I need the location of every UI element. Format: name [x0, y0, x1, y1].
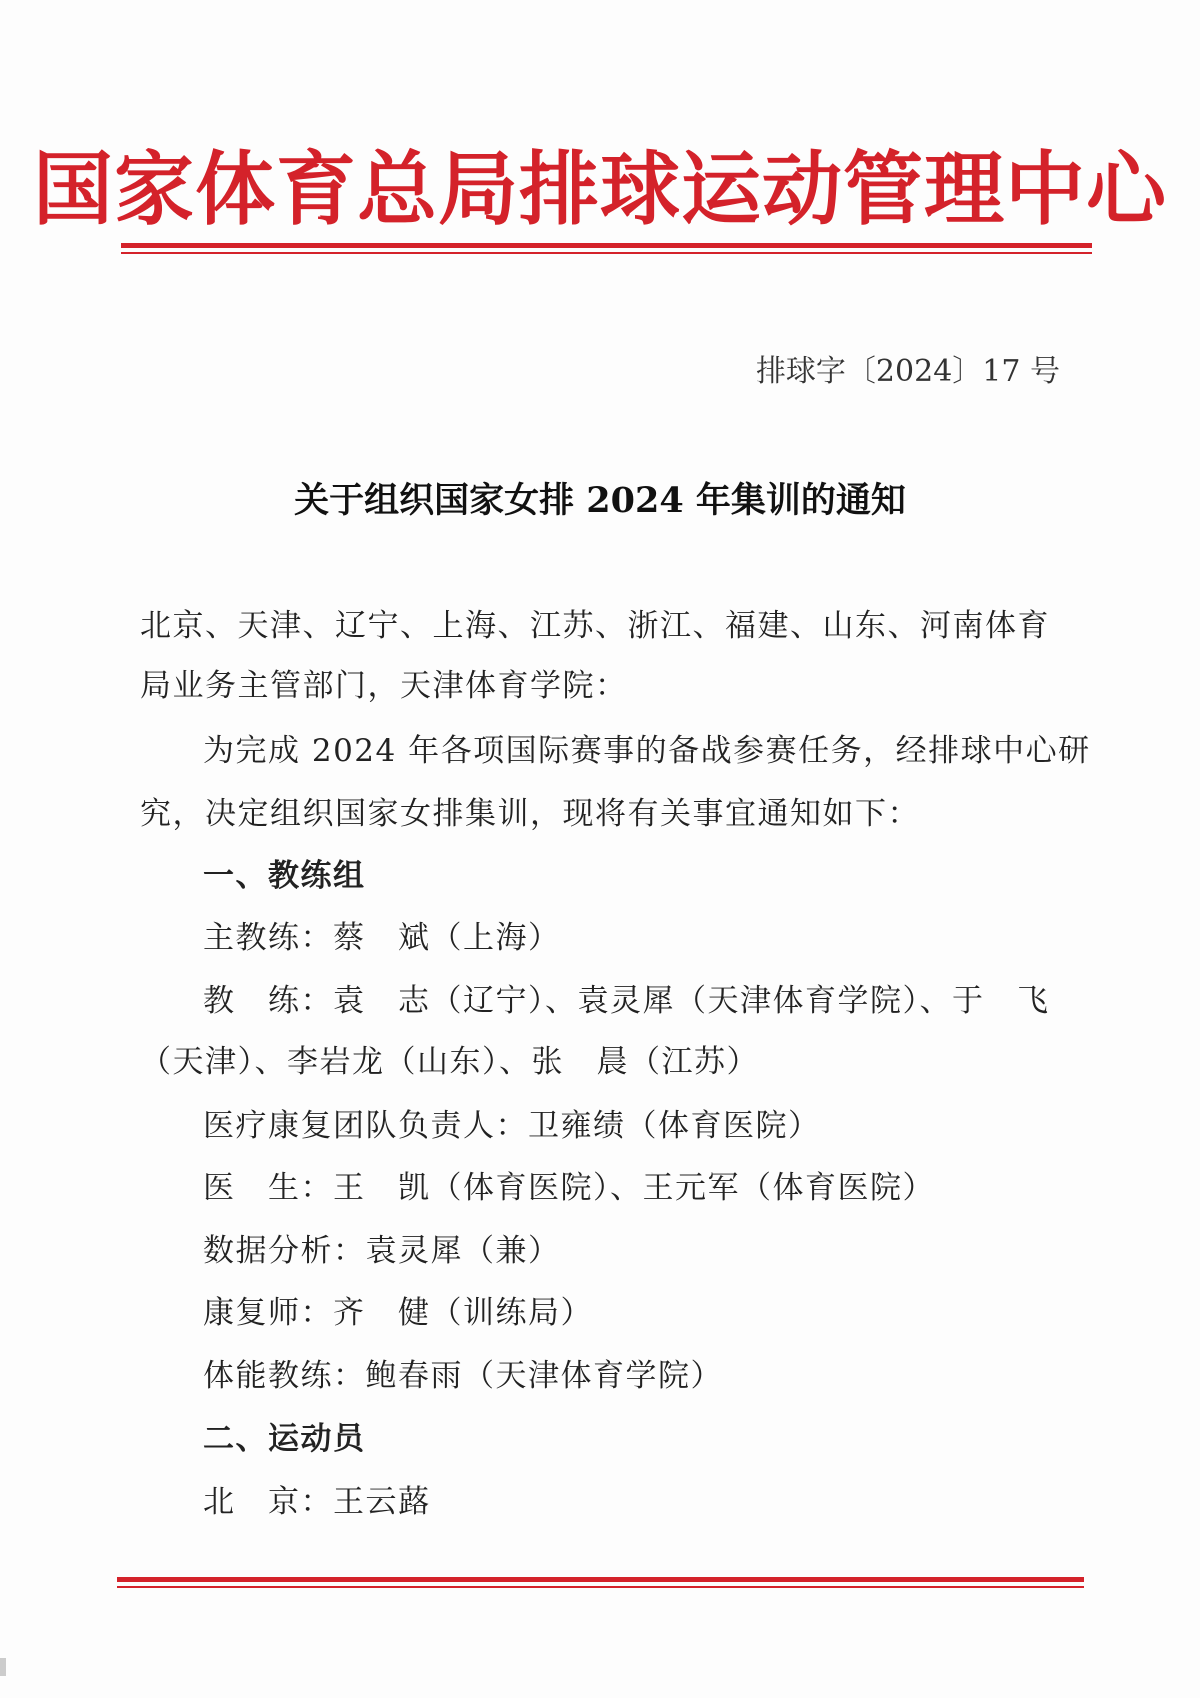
masthead-title: 国家体育总局排球运动管理中心	[33, 143, 1167, 236]
recipients-line-2: 局业务主管部门，天津体育学院：	[140, 668, 628, 704]
masthead-rule-thick	[121, 243, 1092, 248]
doctors-line: 医 生：王 凯（体育医院）、王元军（体育医院）	[203, 1170, 935, 1206]
coaches-line-1: 教 练：袁 志（辽宁）、袁灵犀（天津体育学院）、于 飞	[203, 983, 1050, 1019]
medical-lead-line: 医疗康复团队负责人：卫雍绩（体育医院）	[203, 1108, 821, 1144]
masthead-rule-thin	[121, 252, 1092, 254]
section-heading-athletes: 二、运动员	[203, 1421, 366, 1457]
document-number: 排球字〔2024〕17 号	[755, 354, 1060, 389]
fitness-coach-line: 体能教练：鲍春雨（天津体育学院）	[203, 1358, 723, 1394]
page-corner-mark	[0, 1658, 6, 1676]
head-coach-line: 主教练：蔡 斌（上海）	[203, 920, 561, 956]
athletes-beijing-line: 北 京：王云蕗	[203, 1484, 431, 1520]
rehab-line: 康复师：齐 健（训练局）	[203, 1295, 593, 1331]
document-title: 关于组织国家女排 2024 年集训的通知	[294, 480, 906, 521]
recipients-line-1: 北京、天津、辽宁、上海、江苏、浙江、福建、山东、河南体育	[140, 608, 1050, 644]
intro-line-2: 究，决定组织国家女排集训，现将有关事宜通知如下：	[140, 796, 920, 832]
footer-rule-thick	[117, 1577, 1084, 1582]
data-analysis-line: 数据分析：袁灵犀（兼）	[203, 1233, 561, 1269]
intro-line-1: 为完成 2024 年各项国际赛事的备战参赛任务，经排球中心研	[203, 733, 1091, 769]
section-heading-coaching-staff: 一、教练组	[203, 858, 366, 894]
footer-rule-thin	[117, 1586, 1084, 1588]
coaches-line-2: （天津）、李岩龙（山东）、张 晨（江苏）	[140, 1044, 759, 1080]
